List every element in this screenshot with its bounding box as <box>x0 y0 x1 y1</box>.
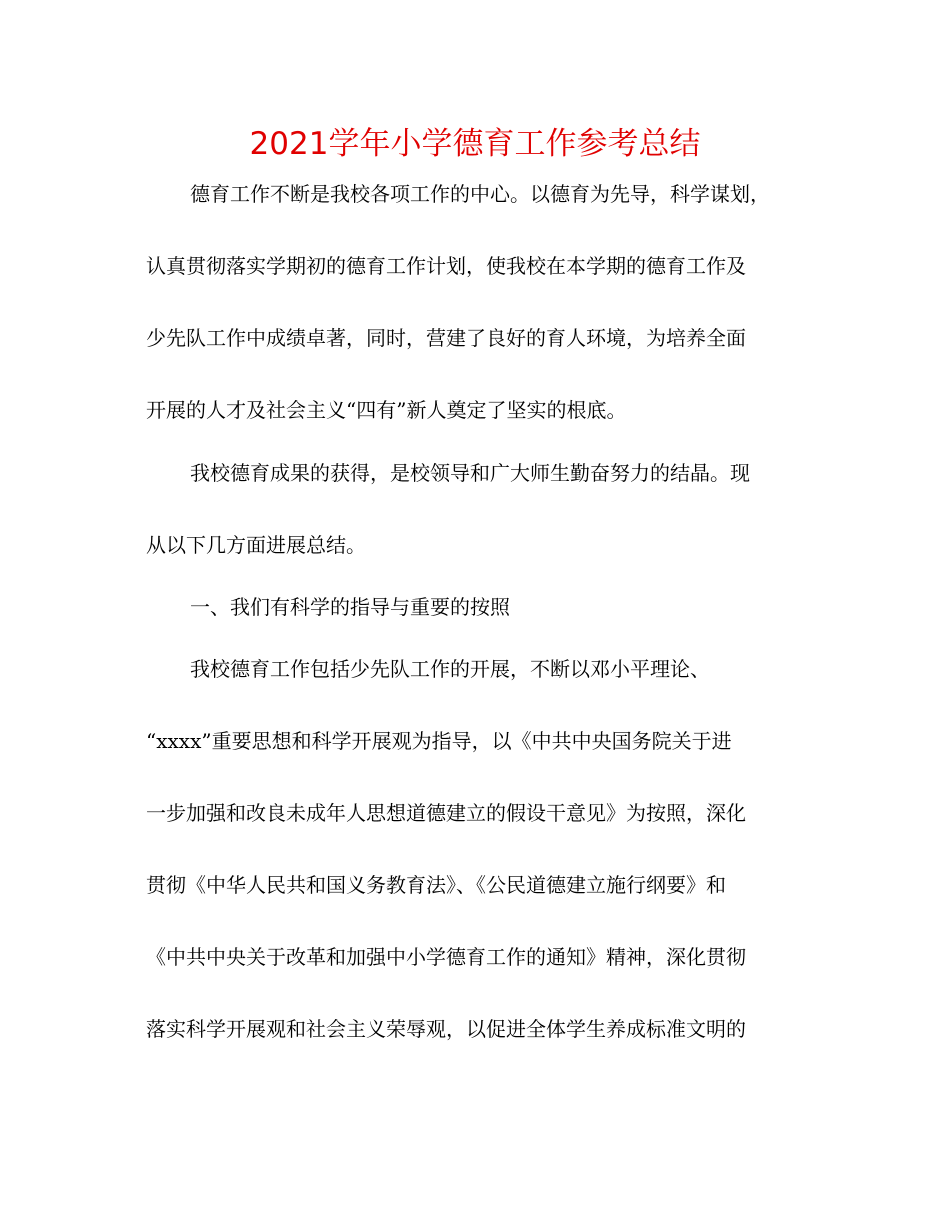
paragraph-line: 我校德育工作包括少先队工作的开展，不断以邓小平理论、 <box>190 657 710 681</box>
paragraph-line: 开展的人才及社会主义“四有”新人奠定了坚实的根底。 <box>146 398 627 422</box>
paragraph-line: 贯彻《中华人民共和国义务教育法》、《公民道德建立施行纲要》和 <box>146 873 726 897</box>
paragraph-line: 《中共中央关于改革和加强中小学德育工作的通知》精神，深化贯彻 <box>146 945 746 969</box>
paragraph-line: “xxxx”重要思想和科学开展观为指导，以《中共中央国务院关于进 <box>146 729 732 753</box>
paragraph-line: 少先队工作中成绩卓著，同时，营建了良好的育人环境，为培养全面 <box>146 326 746 350</box>
paragraph-line: 落实科学开展观和社会主义荣辱观，以促进全体学生养成标准文明的 <box>146 1017 746 1041</box>
section-heading: 一、我们有科学的指导与重要的按照 <box>190 595 510 619</box>
paragraph-line: 德育工作不断是我校各项工作的中心。以德育为先导，科学谋划， <box>190 182 770 206</box>
paragraph-line: 认真贯彻落实学期初的德育工作计划，使我校在本学期的德育工作及 <box>146 254 746 278</box>
paragraph-line: 从以下几方面进展总结。 <box>146 533 366 557</box>
document-title: 2021学年小学德育工作参考总结 <box>249 126 701 162</box>
paragraph-line: 一步加强和改良未成年人思想道德建立的假设干意见》为按照，深化 <box>146 801 746 825</box>
paragraph-line: 我校德育成果的获得，是校领导和广大师生勤奋努力的结晶。现 <box>190 461 750 485</box>
